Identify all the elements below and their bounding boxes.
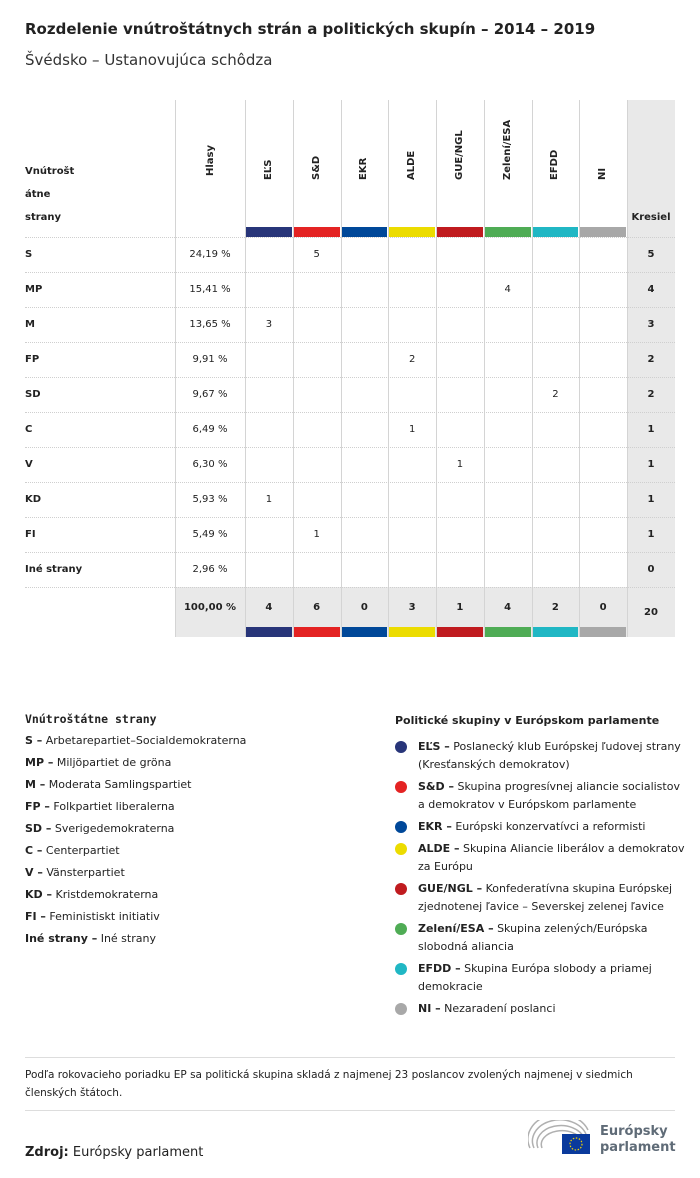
header-group: EĽS [262, 159, 274, 180]
header-group: GUE/NGL [453, 130, 465, 180]
legend-item: MP – Miljöpartiet de gröna [25, 756, 172, 769]
row-divider [25, 412, 675, 413]
group-total-seats: 2 [551, 601, 559, 613]
group-total-seats: 0 [599, 601, 607, 613]
divider [25, 1057, 675, 1058]
party-name: FP [25, 354, 40, 365]
total-votes: 100,00 % [183, 601, 237, 613]
header-group: ALDE [406, 150, 418, 180]
legend-item: SD – Sverigedemokraterna [25, 822, 175, 835]
row-divider [25, 517, 675, 518]
vote-share: 9,91 % [192, 354, 228, 365]
legend-item: ALDE – Skupina Aliancie liberálov a demokratov za Európu [395, 840, 685, 876]
group-color-dot [395, 821, 407, 833]
chart-title: Rozdelenie vnútroštátnych strán a politických skupín – 2014 – 2019 [25, 20, 596, 38]
group-color-bar-bottom [532, 627, 579, 637]
header-group: EFDD [549, 149, 561, 180]
group-seats: 2 [408, 354, 416, 365]
party-name: KD [25, 494, 42, 505]
party-total-seats: 1 [647, 424, 655, 435]
legend-item: EĽS – Poslanecký klub Európskej ľudovej strany (Kresťanských demokratov) [395, 738, 685, 774]
group-color-bar [293, 227, 340, 237]
party-name: V [25, 459, 33, 470]
legend-national-parties [25, 708, 246, 950]
group-color-dot [395, 963, 407, 975]
group-seats: 4 [504, 284, 511, 295]
party-total-seats: 2 [647, 389, 655, 400]
legend-item: Zelení/ESA – Skupina zelených/Európska slobodná aliancia [395, 920, 685, 956]
party-name: Iné strany [25, 564, 83, 575]
vote-share: 5,49 % [192, 529, 228, 540]
vote-share: 15,41 % [189, 284, 231, 295]
group-color-bar-bottom [245, 627, 292, 637]
group-color-bar-bottom [293, 627, 340, 637]
party-total-seats: 3 [647, 319, 655, 330]
source: Zdroj: Európsky parlament [25, 1145, 204, 1160]
logo-text: parlament [600, 1140, 676, 1155]
legend-item: NI – Nezaradení poslanci [395, 1000, 685, 1018]
group-seats: 1 [408, 424, 416, 435]
legend-item: EKR – Európski konzervatívci a reformisti [395, 818, 685, 836]
group-color-dot [395, 741, 407, 753]
group-color-dot [395, 843, 407, 855]
legend-item: V – Vänsterpartiet [25, 866, 125, 879]
row-divider [25, 447, 675, 448]
party-total-seats: 4 [647, 284, 655, 295]
party-name: C [25, 424, 33, 435]
group-total-seats: 0 [360, 601, 368, 613]
vote-share: 6,30 % [192, 459, 228, 470]
legend-title: Politické skupiny v Európskom parlamente [395, 714, 660, 727]
group-seats: 2 [552, 389, 559, 400]
row-divider [25, 552, 675, 553]
row-divider [25, 307, 675, 308]
header-group: S&D [310, 155, 322, 180]
party-total-seats: 1 [647, 494, 655, 505]
group-color-bar-bottom [436, 627, 483, 637]
column-divider [436, 100, 437, 637]
row-divider [25, 272, 675, 273]
column-divider [484, 100, 485, 637]
vote-share: 5,93 % [192, 494, 228, 505]
chart-subtitle: Švédsko – Ustanovujúca schôdza [25, 51, 273, 69]
legend-item: FP – Folkpartiet liberalerna [25, 800, 175, 813]
legend-title: Vnútroštátne strany [25, 712, 157, 726]
group-color-bar-bottom [388, 627, 435, 637]
party-name: MP [25, 284, 43, 295]
group-color-dot [395, 923, 407, 935]
party-name: SD [25, 389, 41, 400]
group-total-seats: 1 [456, 601, 464, 613]
legend-item: Iné strany – Iné strany [25, 932, 156, 945]
party-total-seats: 0 [647, 564, 655, 575]
header-votes: Hlasy [205, 145, 216, 177]
column-divider [532, 100, 533, 637]
vote-share: 2,96 % [192, 564, 228, 575]
header-group: EKR [358, 157, 370, 180]
party-total-seats: 5 [647, 249, 655, 260]
group-color-bar-bottom [341, 627, 388, 637]
legend-item: GUE/NGL – Konfederatívna skupina Európskej zjednotenej ľavice – Severskej zelenej ľavice [395, 880, 685, 916]
legend-item: C – Centerpartiet [25, 844, 120, 857]
legend-item: FI – Feministiskt initiativ [25, 910, 160, 923]
vote-share: 6,49 % [192, 424, 228, 435]
group-color-dot [395, 883, 407, 895]
group-total-seats: 4 [265, 601, 273, 613]
party-name: M [25, 319, 35, 330]
group-total-seats: 3 [408, 601, 416, 613]
group-seats: 1 [456, 459, 464, 470]
group-color-bar [532, 227, 579, 237]
group-color-bar [484, 227, 531, 237]
logo-text: Európsky [600, 1124, 668, 1139]
group-color-bar [388, 227, 435, 237]
group-seats: 1 [313, 529, 320, 540]
legend-item: M – Moderata Samlingspartiet [25, 778, 192, 791]
row-divider [25, 237, 675, 238]
group-color-bar-bottom [484, 627, 531, 637]
group-seats: 5 [313, 249, 320, 260]
party-total-seats: 1 [647, 459, 655, 470]
column-divider [293, 100, 294, 637]
divider [25, 1110, 675, 1111]
group-color-bar [579, 227, 626, 237]
group-color-bar [341, 227, 388, 237]
legend-item: S – Arbetarepartiet–Socialdemokraterna [25, 734, 247, 747]
column-divider [341, 100, 342, 637]
group-seats: 3 [265, 319, 273, 330]
row-divider [25, 482, 675, 483]
party-name: S [25, 249, 33, 260]
ep-logo [528, 1120, 678, 1160]
header-seats: Kresiel [631, 212, 671, 223]
column-divider [245, 100, 246, 637]
group-color-dot [395, 781, 407, 793]
group-color-bar [436, 227, 483, 237]
group-total-seats: 6 [313, 601, 321, 613]
column-divider [579, 100, 580, 637]
party-name: FI [25, 529, 36, 540]
vote-share: 24,19 % [189, 249, 231, 260]
row-divider [25, 342, 675, 343]
legend-item: S&D – Skupina progresívnej aliancie socialistov a demokratov v Európskom parlamente [395, 778, 685, 814]
footnote: Podľa rokovacieho poriadku EP sa politická skupina skladá z najmenej 23 poslancov zvolených najmenej v siedmich členských štátoch. [25, 1069, 633, 1099]
party-total-seats: 1 [647, 529, 655, 540]
group-total-seats: 4 [504, 601, 512, 613]
party-total-seats: 2 [647, 354, 655, 365]
legend-item: KD – Kristdemokraterna [25, 888, 159, 901]
vote-share: 13,65 % [189, 319, 231, 330]
header-group: Zelení/ESA [501, 119, 513, 180]
vote-share: 9,67 % [192, 389, 228, 400]
group-color-dot [395, 1003, 407, 1015]
grand-total-seats: 20 [644, 606, 658, 618]
legend-item: EFDD – Skupina Európa slobody a priamej demokracie [395, 960, 685, 996]
header-party: Vnútrošt átne strany [25, 166, 75, 223]
group-color-bar-bottom [579, 627, 626, 637]
group-seats: 1 [265, 494, 273, 505]
hemicycle-flag-icon [528, 1120, 590, 1156]
header-group: NI [597, 167, 609, 180]
group-color-bar [245, 227, 292, 237]
